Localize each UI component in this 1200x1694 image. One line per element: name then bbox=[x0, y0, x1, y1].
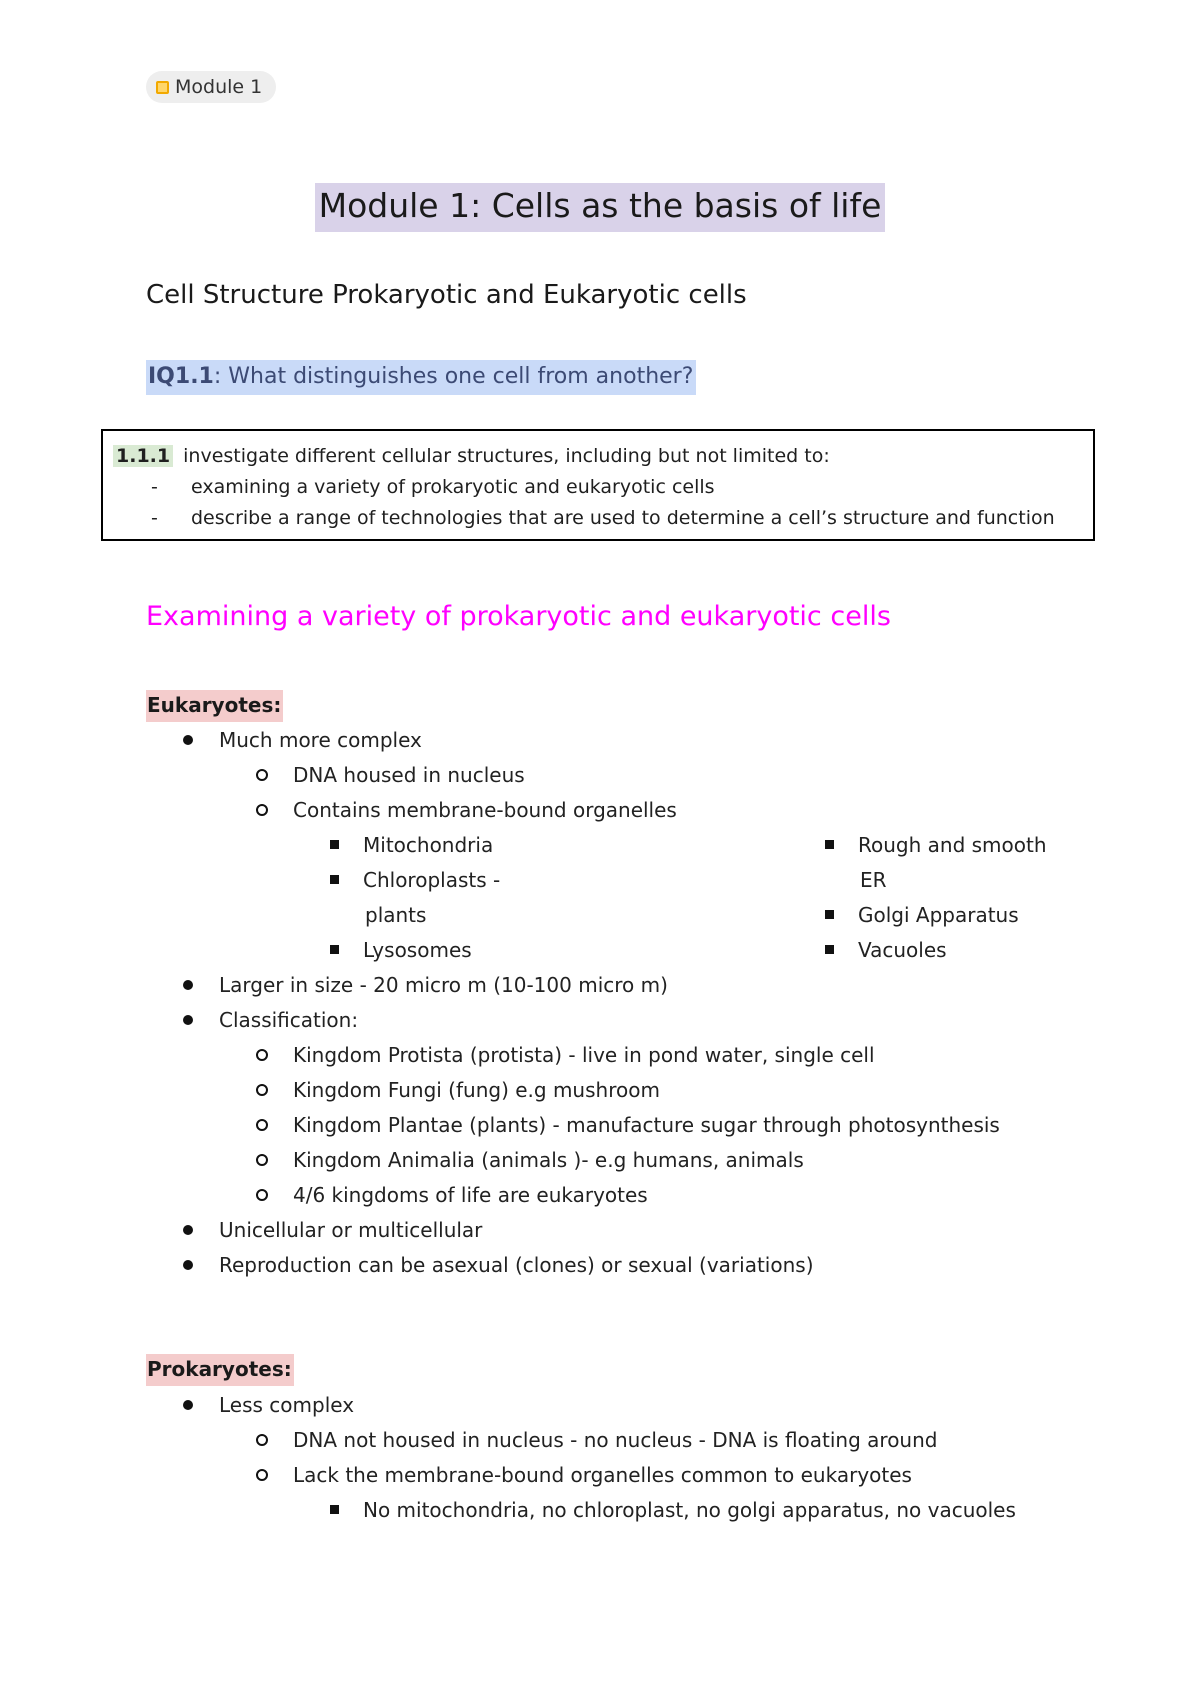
circle-bullet-icon bbox=[256, 804, 268, 816]
list-item-text: Lysosomes bbox=[363, 938, 472, 962]
list-item bbox=[183, 1251, 814, 1279]
list-item-text: Rough and smooth bbox=[858, 833, 1047, 857]
inquiry-question bbox=[146, 360, 696, 395]
square-bullet-icon bbox=[330, 840, 339, 849]
list-item bbox=[256, 1146, 804, 1174]
syllabus-item-text: describe a range of technologies that are used to determine a cell’s structure and function bbox=[191, 507, 1055, 529]
list-item-text: Kingdom Fungi (fung) e.g mushroom bbox=[293, 1078, 660, 1102]
list-item bbox=[330, 831, 493, 859]
module-tag-label: Module 1 bbox=[175, 76, 263, 98]
syllabus-code: 1.1.1 bbox=[113, 445, 173, 467]
list-item bbox=[825, 831, 1047, 859]
dash-marker: - bbox=[151, 476, 158, 498]
page-title: Module 1: Cells as the basis of life bbox=[315, 183, 886, 232]
list-item bbox=[256, 761, 525, 789]
list-item-text: Mitochondria bbox=[363, 833, 494, 857]
square-bullet-icon bbox=[825, 945, 834, 954]
list-item-continuation: plants bbox=[365, 903, 427, 927]
syllabus-item bbox=[113, 503, 1083, 534]
list-item-text: 4/6 kingdoms of life are eukaryotes bbox=[293, 1183, 648, 1207]
dash-marker: - bbox=[151, 507, 158, 529]
square-bullet-icon bbox=[330, 1505, 339, 1514]
bullet-icon bbox=[183, 1015, 193, 1025]
list-item-text: Less complex bbox=[219, 1393, 355, 1417]
bullet-icon bbox=[183, 1260, 193, 1270]
list-item bbox=[825, 936, 947, 964]
square-bullet-icon bbox=[330, 945, 339, 954]
list-item bbox=[256, 1076, 660, 1104]
list-item-text: Unicellular or multicellular bbox=[219, 1218, 483, 1242]
syllabus-line bbox=[113, 441, 1083, 472]
circle-bullet-icon bbox=[256, 1049, 268, 1061]
syllabus-item-text: examining a variety of prokaryotic and eukaryotic cells bbox=[191, 476, 715, 498]
list-item bbox=[330, 866, 500, 894]
list-item-text: Reproduction can be asexual (clones) or sexual (variations) bbox=[219, 1253, 814, 1277]
list-item-text: Lack the membrane-bound organelles common to eukaryotes bbox=[293, 1463, 912, 1487]
section-heading: Cell Structure Prokaryotic and Eukaryotic cells bbox=[146, 280, 747, 310]
list-item bbox=[183, 1216, 482, 1244]
list-item bbox=[256, 1111, 1000, 1139]
eukaryotes-label: Eukaryotes: bbox=[146, 690, 283, 722]
circle-bullet-icon bbox=[256, 1189, 268, 1201]
list-item bbox=[183, 726, 422, 754]
list-item-text: Vacuoles bbox=[858, 938, 947, 962]
list-item bbox=[183, 1391, 354, 1419]
syllabus-box bbox=[101, 429, 1095, 541]
list-item-text: Kingdom Plantae (plants) - manufacture sugar through photosynthesis bbox=[293, 1113, 1000, 1137]
list-item-text: Larger in size - 20 micro m (10-100 micro m) bbox=[219, 973, 668, 997]
circle-bullet-icon bbox=[256, 1154, 268, 1166]
page-title-wrapper bbox=[0, 183, 1200, 232]
prokaryotes-label: Prokaryotes: bbox=[146, 1354, 294, 1386]
square-bullet-icon bbox=[825, 840, 834, 849]
list-item-text: DNA housed in nucleus bbox=[293, 763, 525, 787]
list-item bbox=[183, 1006, 358, 1034]
square-bullet-icon bbox=[330, 875, 339, 884]
inquiry-text: : What distinguishes one cell from another? bbox=[213, 364, 694, 389]
inquiry-code: IQ1.1 bbox=[148, 364, 214, 389]
list-item-text: Chloroplasts - bbox=[363, 868, 501, 892]
list-item-text: Contains membrane-bound organelles bbox=[293, 798, 677, 822]
list-item bbox=[183, 971, 668, 999]
syllabus-item bbox=[113, 472, 1083, 503]
bullet-icon bbox=[183, 980, 193, 990]
circle-bullet-icon bbox=[256, 1469, 268, 1481]
list-item bbox=[330, 1496, 1016, 1524]
syllabus-text: investigate different cellular structures, including but not limited to: bbox=[183, 445, 830, 467]
circle-bullet-icon bbox=[256, 1434, 268, 1446]
bullet-icon bbox=[183, 1400, 193, 1410]
list-item-text: Kingdom Animalia (animals )- e.g humans, animals bbox=[293, 1148, 804, 1172]
list-item-text: Classification: bbox=[219, 1008, 359, 1032]
square-bullet-icon bbox=[825, 910, 834, 919]
list-item-text: Kingdom Protista (protista) - live in pond water, single cell bbox=[293, 1043, 875, 1067]
section-title: Examining a variety of prokaryotic and eukaryotic cells bbox=[146, 601, 891, 632]
bullet-icon bbox=[183, 1225, 193, 1235]
list-item bbox=[825, 901, 1019, 929]
circle-bullet-icon bbox=[256, 1119, 268, 1131]
list-item bbox=[256, 1041, 875, 1069]
list-item bbox=[256, 1461, 912, 1489]
list-item bbox=[256, 1426, 937, 1454]
list-item bbox=[256, 796, 677, 824]
list-item-continuation: ER bbox=[860, 868, 887, 892]
circle-bullet-icon bbox=[256, 1084, 268, 1096]
circle-bullet-icon bbox=[256, 769, 268, 781]
list-item-text: DNA not housed in nucleus - no nucleus - DNA is floating around bbox=[293, 1428, 938, 1452]
list-item bbox=[256, 1181, 648, 1209]
list-item-text: Much more complex bbox=[219, 728, 422, 752]
list-item-text: No mitochondria, no chloroplast, no golgi apparatus, no vacuoles bbox=[363, 1498, 1016, 1522]
module-tag[interactable] bbox=[146, 71, 276, 103]
list-item bbox=[330, 936, 472, 964]
bullet-icon bbox=[183, 735, 193, 745]
list-item-text: Golgi Apparatus bbox=[858, 903, 1019, 927]
module-icon bbox=[156, 81, 169, 94]
